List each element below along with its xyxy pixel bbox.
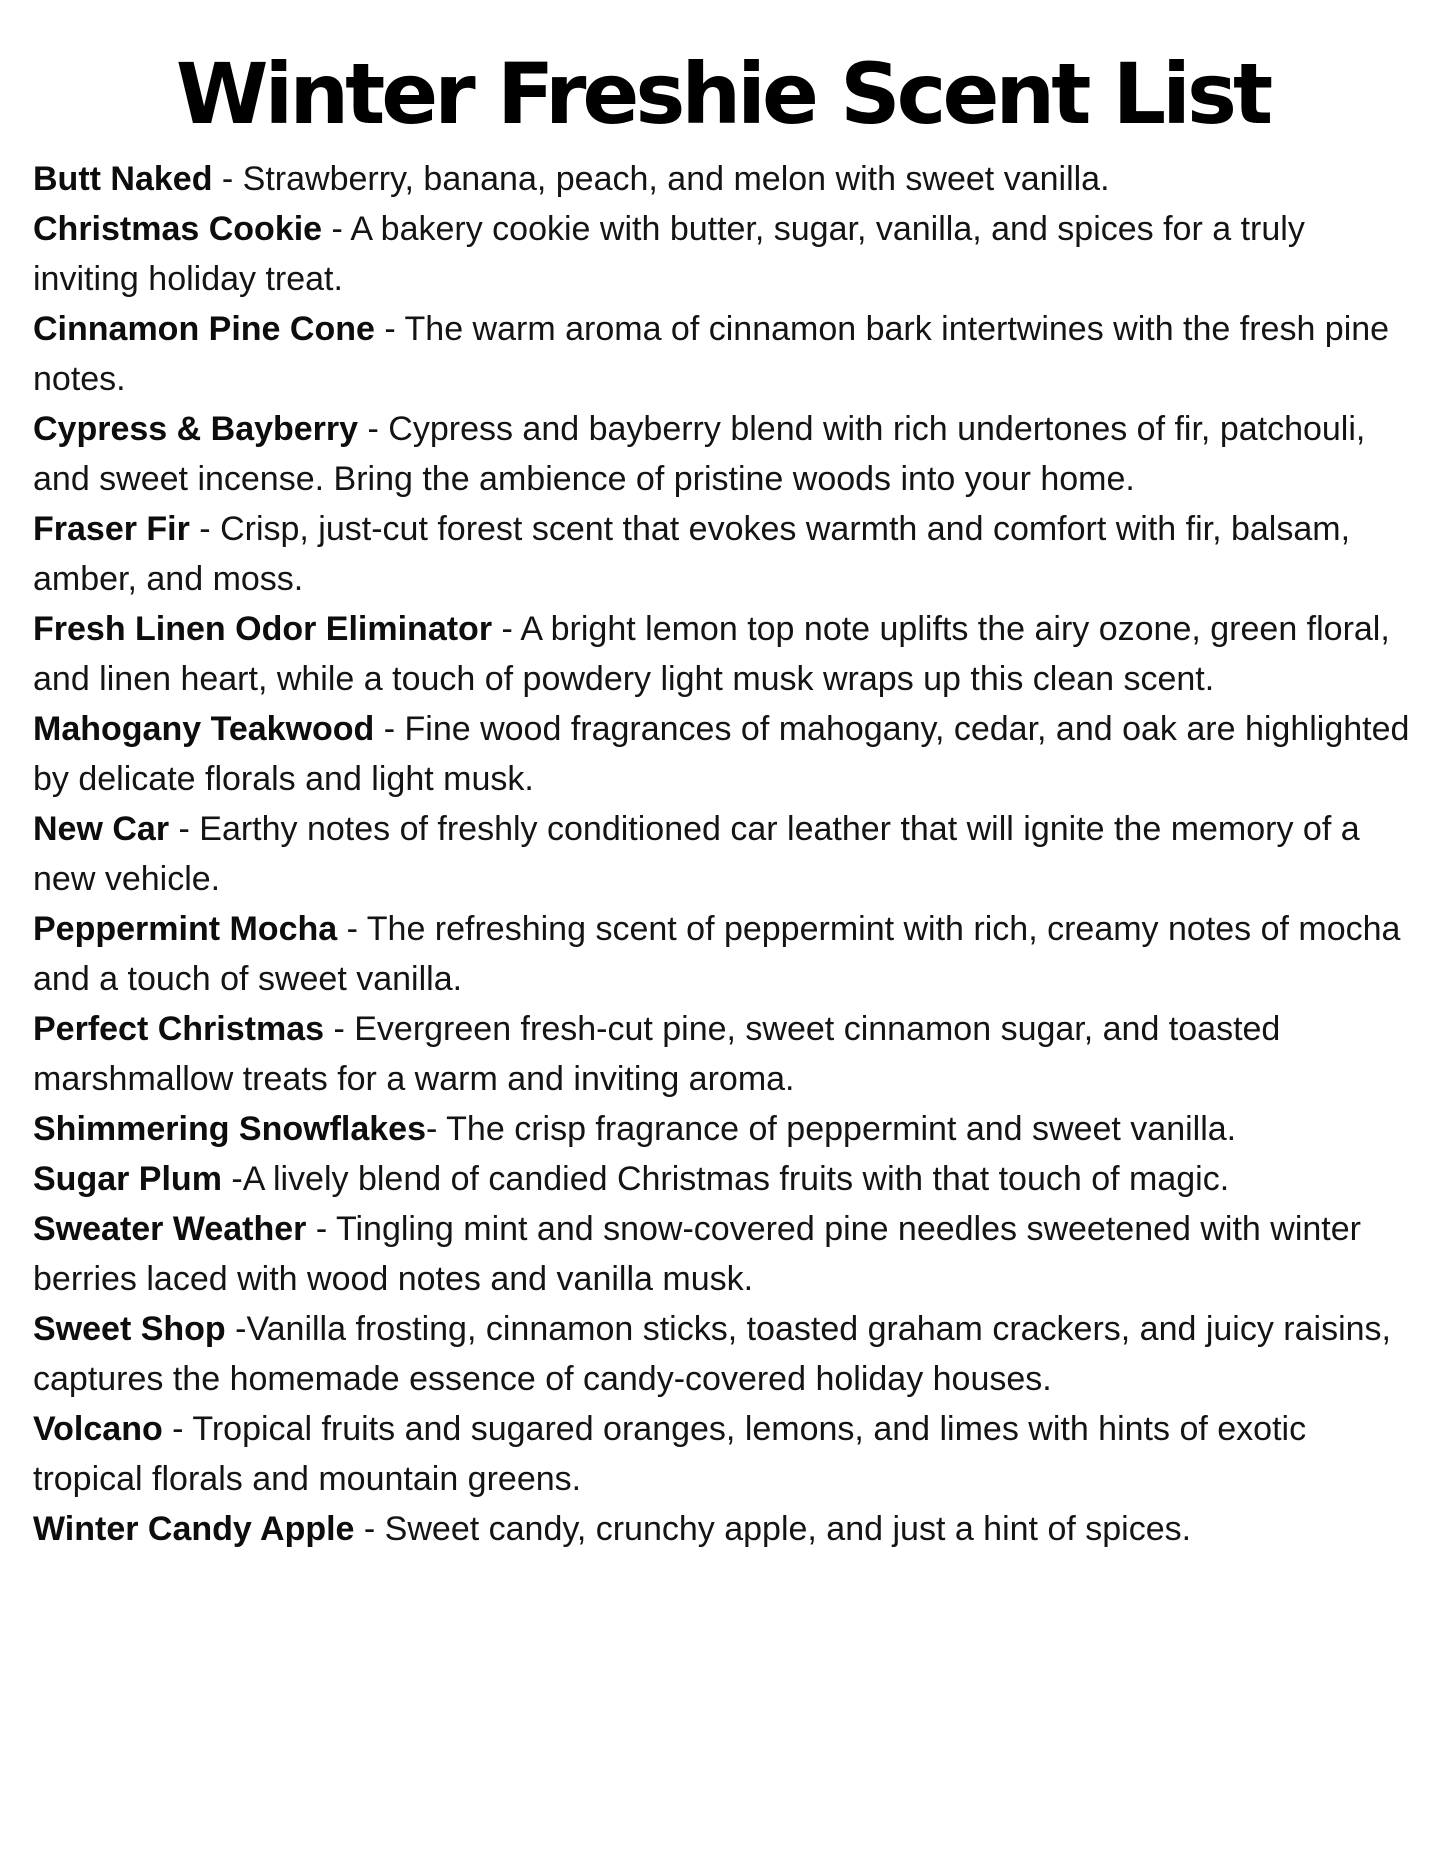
scent-description: - Sweet candy, crunchy apple, and just a hint of spices. [354, 1510, 1192, 1549]
scent-entry [33, 704, 1412, 804]
scent-name: Cinnamon Pine Cone [33, 310, 375, 349]
scent-name: Shimmering Snowflakes [33, 1110, 426, 1149]
page-title: Winter Freshie Scent List [175, 45, 1270, 143]
scent-entry [33, 204, 1412, 304]
scent-name: Volcano [33, 1410, 163, 1449]
scent-entry [33, 1204, 1412, 1304]
scent-name: Fraser Fir [33, 510, 190, 549]
scent-description: - Crisp, just-cut forest scent that evokes warmth and comfort with fir, balsam, amber, and moss. [33, 510, 1351, 599]
scent-name: Christmas Cookie [33, 210, 323, 249]
scent-entry [33, 1004, 1412, 1104]
scent-entry [33, 804, 1412, 904]
scent-name: New Car [33, 810, 170, 849]
scent-name: Winter Candy Apple [33, 1510, 355, 1549]
scent-description: - A bright lemon top note uplifts the airy ozone, green floral, and linen heart, while a touch of powdery light musk wraps up this clean scent. [33, 610, 1390, 699]
scent-description: -A lively blend of candied Christmas fruits with that touch of magic. [221, 1160, 1230, 1199]
scent-description: - A bakery cookie with butter, sugar, vanilla, and spices for a truly inviting holiday treat. [33, 210, 1305, 299]
scent-description: - The refreshing scent of peppermint with rich, creamy notes of mocha and a touch of sweet vanilla. [33, 910, 1401, 999]
scent-name: Sugar Plum [33, 1160, 222, 1199]
scent-entry [33, 404, 1412, 504]
scent-entry [33, 304, 1412, 404]
scent-entry [33, 1104, 1412, 1154]
scent-description: - The warm aroma of cinnamon bark intertwines with the fresh pine notes. [33, 310, 1390, 399]
scent-entry [33, 504, 1412, 604]
scent-name: Mahogany Teakwood [33, 710, 375, 749]
scent-description: -Vanilla frosting, cinnamon sticks, toasted graham crackers, and juicy raisins, captures the homemade essence of candy-covered holiday houses. [33, 1310, 1391, 1399]
scent-name: Peppermint Mocha [33, 910, 338, 949]
scent-description: - Strawberry, banana, peach, and melon with sweet vanilla. [212, 160, 1110, 199]
scent-description: - Fine wood fragrances of mahogany, cedar, and oak are highlighted by delicate florals and light musk. [33, 710, 1410, 799]
scent-description: - The crisp fragrance of peppermint and sweet vanilla. [426, 1110, 1237, 1149]
scent-entry [33, 604, 1412, 704]
scent-description: - Earthy notes of freshly conditioned car leather that will ignite the memory of a new vehicle. [33, 810, 1360, 899]
scent-entry [33, 904, 1412, 1004]
scent-name: Fresh Linen Odor Eliminator [33, 610, 493, 649]
scent-entry [33, 154, 1412, 204]
scent-description: - Tropical fruits and sugared oranges, lemons, and limes with hints of exotic tropical florals and mountain greens. [33, 1410, 1307, 1499]
scent-name: Butt Naked [33, 160, 213, 199]
scent-entry [33, 1154, 1412, 1204]
scent-description: - Evergreen fresh-cut pine, sweet cinnamon sugar, and toasted marshmallow treats for a warm and inviting aroma. [33, 1010, 1281, 1099]
scent-entry [33, 1504, 1412, 1554]
scent-description: - Cypress and bayberry blend with rich undertones of fir, patchouli, and sweet incense. Bring the ambience of pristine woods into your home. [33, 410, 1366, 499]
scent-list [33, 154, 1412, 1554]
scent-name: Sweater Weather [33, 1210, 307, 1249]
scent-description: - Tingling mint and snow-covered pine needles sweetened with winter berries laced with wood notes and vanilla musk. [33, 1210, 1361, 1299]
scent-entry [33, 1304, 1412, 1404]
scent-name: Perfect Christmas [33, 1010, 325, 1049]
scent-entry [33, 1404, 1412, 1504]
scent-name: Cypress & Bayberry [33, 410, 359, 449]
scent-name: Sweet Shop [33, 1310, 226, 1349]
